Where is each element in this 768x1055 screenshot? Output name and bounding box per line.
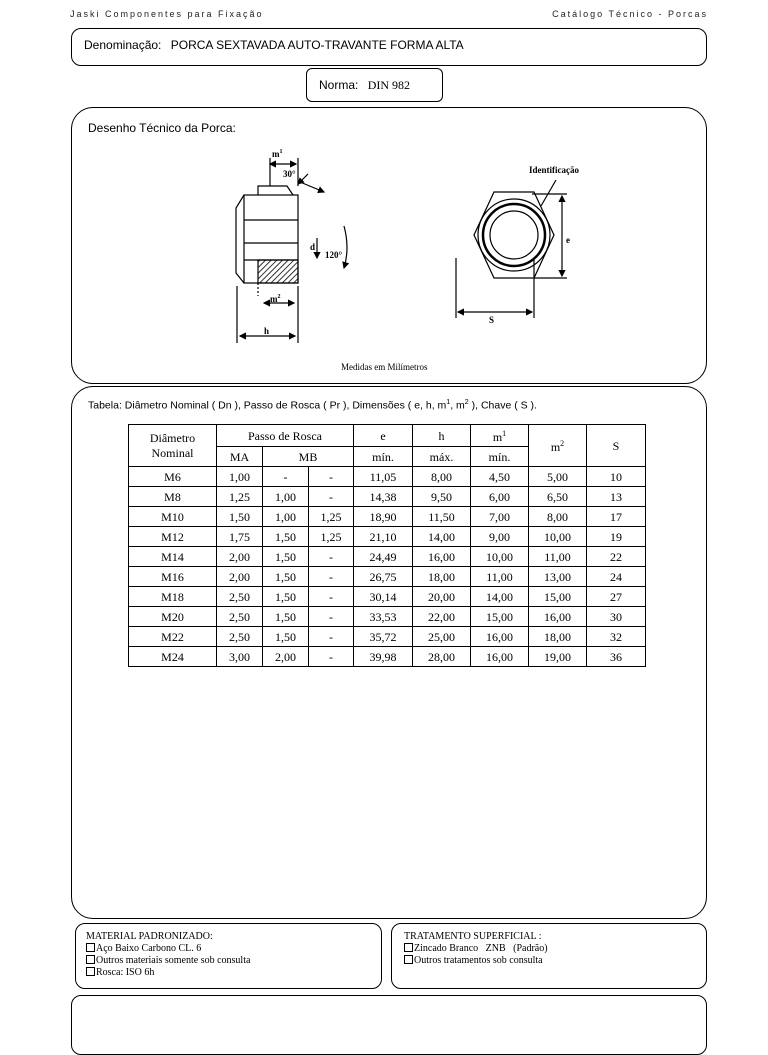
- header-e: e: [354, 425, 413, 447]
- drawing-labels: [264, 149, 579, 336]
- material-item: Rosca: ISO 6h: [86, 967, 381, 979]
- table-cell: 2,00: [263, 647, 309, 667]
- table-cell: -: [263, 467, 309, 487]
- denominacao-value: PORCA SEXTAVADA AUTO-TRAVANTE FORMA ALTA: [170, 38, 464, 52]
- top-view: [456, 180, 567, 318]
- table-cell: 13: [587, 487, 646, 507]
- table-cell: 18,00: [529, 627, 587, 647]
- table-cell: 16,00: [471, 647, 529, 667]
- table-panel: [71, 386, 707, 919]
- table-row: [129, 627, 646, 647]
- tratamento-item: Zincado Branco ZNB (Padrão): [404, 943, 706, 955]
- header-h: h: [413, 425, 471, 447]
- table-cell: 36: [587, 647, 646, 667]
- table-cell: -: [309, 587, 354, 607]
- label-30deg: 30°: [283, 169, 296, 179]
- header-company: Jaski Componentes para Fixação: [70, 9, 264, 19]
- table-cell: 16,00: [529, 607, 587, 627]
- checkbox-icon: [404, 943, 413, 952]
- table-caption: Tabela: Diâmetro Nominal ( Dn ), Passo de Rosca ( Pr ), Dimensões ( e, h, $m^1$, $m^2$ ), Chave ( S ).: [88, 399, 537, 412]
- table-cell: M8: [129, 487, 217, 507]
- table-cell: 10,00: [529, 527, 587, 547]
- table-cell: -: [309, 567, 354, 587]
- table-cell: 2,00: [217, 567, 263, 587]
- label-120deg: 120°: [325, 250, 343, 260]
- table-cell: 18,00: [413, 567, 471, 587]
- material-item: Aço Baixo Carbono CL. 6: [86, 943, 381, 955]
- table-cell: 11,50: [413, 507, 471, 527]
- table-cell: -: [309, 607, 354, 627]
- table-row: [129, 527, 646, 547]
- table-cell: 1,00: [263, 507, 309, 527]
- table-row: [129, 467, 646, 487]
- norma-value: DIN 982: [367, 78, 411, 92]
- table-cell: 19,00: [529, 647, 587, 667]
- label-identificacao: Identificação: [529, 165, 579, 175]
- table-cell: 1,50: [263, 607, 309, 627]
- table-cell: 26,75: [354, 567, 413, 587]
- checkbox-icon: [86, 967, 95, 976]
- table-cell: 25,00: [413, 627, 471, 647]
- table-cell: -: [309, 547, 354, 567]
- table-cell: 14,00: [471, 587, 529, 607]
- table-cell: 8,00: [529, 507, 587, 527]
- denominacao-box: [71, 28, 707, 66]
- table-cell: 10,00: [471, 547, 529, 567]
- table-cell: 1,50: [217, 507, 263, 527]
- table-cell: 5,00: [529, 467, 587, 487]
- table-cell: 2,00: [217, 547, 263, 567]
- table-cell: 39,98: [354, 647, 413, 667]
- table-cell: 19: [587, 527, 646, 547]
- denominacao-label: Denominação:: [84, 38, 162, 52]
- label-m2: $m^2$: [270, 294, 281, 304]
- table-cell: 9,00: [471, 527, 529, 547]
- checkbox-icon: [404, 955, 413, 964]
- table-row: [129, 587, 646, 607]
- table-cell: 18,90: [354, 507, 413, 527]
- table-cell: 14,38: [354, 487, 413, 507]
- table-cell: 20,00: [413, 587, 471, 607]
- label-s: S: [489, 315, 495, 325]
- table-cell: 2,50: [217, 587, 263, 607]
- table-cell: 1,50: [263, 547, 309, 567]
- table-cell: 32: [587, 627, 646, 647]
- table-cell: 6,00: [471, 487, 529, 507]
- header-m1-sub: mín.: [471, 447, 529, 467]
- table-row: [129, 507, 646, 527]
- material-title: MATERIAL PADRONIZADO:: [86, 931, 213, 942]
- header-e-sub: mín.: [354, 447, 413, 467]
- header-diametro: Diâmetro Nominal: [129, 425, 217, 467]
- table-cell: 13,00: [529, 567, 587, 587]
- table-cell: 15,00: [529, 587, 587, 607]
- table-cell: -: [309, 647, 354, 667]
- table-cell: M12: [129, 527, 217, 547]
- table-cell: 1,50: [263, 527, 309, 547]
- table-cell: 3,00: [217, 647, 263, 667]
- table-cell: 30,14: [354, 587, 413, 607]
- table-cell: M20: [129, 607, 217, 627]
- table-cell: 1,75: [217, 527, 263, 547]
- footer-box: [71, 995, 707, 1055]
- table-cell: -: [309, 467, 354, 487]
- table-cell: 15,00: [471, 607, 529, 627]
- table-cell: 9,50: [413, 487, 471, 507]
- table-row: [129, 487, 646, 507]
- checkbox-icon: [86, 955, 95, 964]
- header-m1: $m^1$: [471, 425, 529, 447]
- table-row: [129, 607, 646, 627]
- table-cell: -: [309, 487, 354, 507]
- table-cell: 21,10: [354, 527, 413, 547]
- table-cell: M18: [129, 587, 217, 607]
- norma-label: Norma:: [319, 78, 359, 92]
- table-cell: 22: [587, 547, 646, 567]
- table-cell: 1,50: [263, 587, 309, 607]
- drawing-title: Desenho Técnico da Porca:: [88, 121, 236, 135]
- table-cell: 2,50: [217, 607, 263, 627]
- table-cell: 11,05: [354, 467, 413, 487]
- checkbox-icon: [86, 943, 95, 952]
- dimensions-table: [128, 424, 646, 667]
- table-cell: M22: [129, 627, 217, 647]
- table-cell: 6,50: [529, 487, 587, 507]
- table-cell: M10: [129, 507, 217, 527]
- table-cell: 1,50: [263, 627, 309, 647]
- table-cell: 10: [587, 467, 646, 487]
- table-cell: 14,00: [413, 527, 471, 547]
- table-cell: 1,25: [309, 527, 354, 547]
- material-box: [75, 923, 382, 989]
- label-d: d: [310, 242, 316, 252]
- material-item: Outros materiais somente sob consulta: [86, 955, 381, 967]
- table-cell: 4,50: [471, 467, 529, 487]
- table-cell: 1,25: [309, 507, 354, 527]
- table-cell: 1,50: [263, 567, 309, 587]
- table-cell: 33,53: [354, 607, 413, 627]
- tratamento-box: [391, 923, 707, 989]
- header-s: S: [587, 425, 646, 467]
- table-cell: M14: [129, 547, 217, 567]
- table-cell: 8,00: [413, 467, 471, 487]
- tratamento-title: TRATAMENTO SUPERFICIAL :: [404, 931, 542, 942]
- table-cell: -: [309, 627, 354, 647]
- label-m1: $m^1$: [272, 149, 283, 159]
- table-cell: M6: [129, 467, 217, 487]
- table-row: [129, 567, 646, 587]
- header-catalog: Catálogo Técnico - Porcas: [552, 9, 708, 19]
- table-cell: M16: [129, 567, 217, 587]
- table-cell: 35,72: [354, 627, 413, 647]
- table-row: [129, 647, 646, 667]
- header-mb: MB: [263, 447, 354, 467]
- table-cell: 11,00: [529, 547, 587, 567]
- norma-box: [306, 68, 443, 102]
- table-cell: 22,00: [413, 607, 471, 627]
- tratamento-item: Outros tratamentos sob consulta: [404, 955, 706, 967]
- table-cell: M24: [129, 647, 217, 667]
- table-cell: 7,00: [471, 507, 529, 527]
- drawing-panel: [71, 107, 707, 384]
- table-cell: 16,00: [471, 627, 529, 647]
- header-passo: Passo de Rosca: [217, 425, 354, 447]
- header-h-sub: máx.: [413, 447, 471, 467]
- table-cell: 24: [587, 567, 646, 587]
- drawing-footnote: Medidas em Milímetros: [341, 362, 428, 372]
- table-cell: 27: [587, 587, 646, 607]
- table-cell: 17: [587, 507, 646, 527]
- table-cell: 1,00: [217, 467, 263, 487]
- table-cell: 28,00: [413, 647, 471, 667]
- table-cell: 16,00: [413, 547, 471, 567]
- label-e: e: [566, 235, 570, 245]
- nut-technical-drawing: [72, 108, 706, 383]
- table-cell: 1,00: [263, 487, 309, 507]
- header-m2: $m^2$: [529, 425, 587, 467]
- table-row: [129, 547, 646, 567]
- table-cell: 2,50: [217, 627, 263, 647]
- label-h: h: [264, 326, 270, 336]
- header-ma: MA: [217, 447, 263, 467]
- table-cell: 1,25: [217, 487, 263, 507]
- table-cell: 30: [587, 607, 646, 627]
- table-cell: 24,49: [354, 547, 413, 567]
- table-cell: 11,00: [471, 567, 529, 587]
